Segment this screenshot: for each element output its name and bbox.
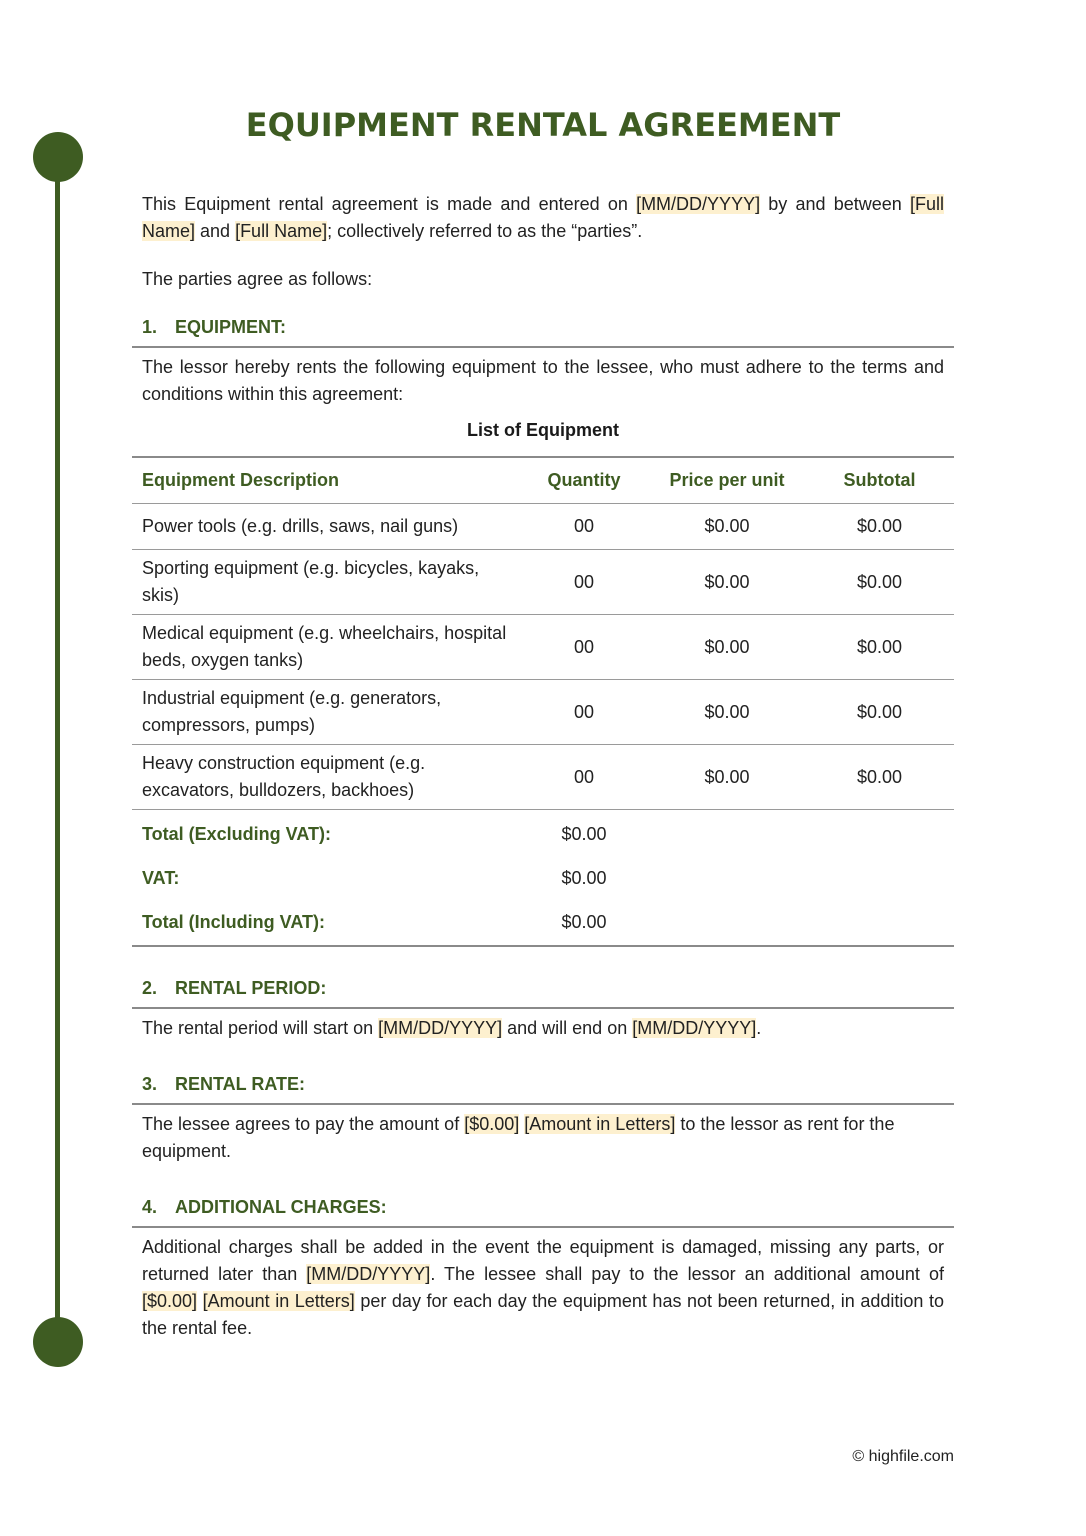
section-number: 2. bbox=[142, 978, 158, 998]
rental-period-text-2: and will end on bbox=[502, 1018, 633, 1038]
section-number: 3. bbox=[142, 1074, 158, 1094]
party-2-name-field: [Full Name] bbox=[235, 221, 328, 241]
rental-rate-text-3: to the lessor as rent for the equipment. bbox=[142, 1114, 895, 1161]
total-excl-label: Total (Excluding VAT): bbox=[142, 824, 331, 844]
header-price-per-unit: Price per unit bbox=[669, 470, 785, 490]
row-price: $0.00 bbox=[704, 766, 750, 787]
row-subtotal: $0.00 bbox=[856, 571, 903, 592]
total-excluding-vat-row bbox=[132, 812, 954, 856]
equipment-list-title: List of Equipment bbox=[467, 420, 619, 440]
row-price: $0.00 bbox=[704, 701, 750, 722]
vat-label: VAT: bbox=[142, 868, 180, 888]
header-quantity: Quantity bbox=[547, 470, 621, 490]
total-incl-value: $0.00 bbox=[561, 912, 607, 932]
intro-text-2: by and between bbox=[760, 194, 910, 214]
row-subtotal: $0.00 bbox=[856, 636, 903, 657]
row-price: $0.00 bbox=[704, 571, 750, 592]
row-description: Power tools (e.g. drills, saws, nail guns) bbox=[142, 516, 459, 536]
row-subtotal: $0.00 bbox=[856, 701, 903, 722]
row-price: $0.00 bbox=[704, 636, 750, 657]
table-row bbox=[132, 615, 954, 680]
rental-period-text-1: The rental period will start on bbox=[142, 1018, 379, 1038]
section-label: RENTAL RATE: bbox=[175, 1074, 305, 1094]
additional-text-1: Additional charges shall be added in the event the equipment is damaged, missing any parts, or returned later than bbox=[142, 1237, 944, 1284]
agreement-date-field: [MM/DD/YYYY] bbox=[636, 194, 761, 214]
section-equipment-heading bbox=[132, 314, 954, 348]
rent-amount-field: [$0.00] bbox=[464, 1114, 520, 1134]
rail-bottom-circle bbox=[33, 1317, 83, 1367]
additional-text-2: . The lessee shall pay to the lessor an additional amount of bbox=[430, 1264, 944, 1284]
table-row bbox=[132, 550, 954, 615]
total-including-vat-row bbox=[132, 900, 954, 944]
document-title: EQUIPMENT RENTAL AGREEMENT bbox=[245, 106, 841, 144]
rail-top-circle bbox=[33, 132, 83, 182]
start-date-field: [MM/DD/YYYY] bbox=[378, 1018, 503, 1038]
equipment-paragraph: The lessor hereby rents the following equipment to the lessee, who must adhere to the terms and conditions within this agreement: bbox=[142, 357, 944, 404]
row-quantity: 00 bbox=[573, 636, 595, 657]
row-price: $0.00 bbox=[704, 516, 750, 536]
party-1-name-field: [Full Name] bbox=[142, 194, 944, 241]
agree-paragraph: The parties agree as follows: bbox=[142, 269, 373, 289]
section-label: EQUIPMENT: bbox=[175, 317, 287, 337]
vat-row bbox=[132, 856, 954, 900]
row-description: Sporting equipment (e.g. bicycles, kayaks, skis) bbox=[142, 558, 480, 605]
row-subtotal: $0.00 bbox=[856, 766, 903, 787]
section-number: 1. bbox=[142, 317, 158, 337]
table-totals bbox=[132, 810, 954, 947]
table-row bbox=[132, 745, 954, 810]
intro-text-3: and bbox=[195, 221, 236, 241]
additional-amount-letters-field: [Amount in Letters] bbox=[202, 1291, 355, 1311]
table-row bbox=[132, 680, 954, 745]
vat-value: $0.00 bbox=[561, 868, 607, 888]
section-additional-charges-heading bbox=[132, 1194, 954, 1228]
row-quantity: 00 bbox=[573, 516, 595, 536]
total-incl-label: Total (Including VAT): bbox=[142, 912, 325, 932]
section-number: 4. bbox=[142, 1197, 158, 1217]
total-excl-value: $0.00 bbox=[561, 824, 607, 844]
additional-text-3 bbox=[197, 1291, 203, 1311]
row-subtotal: $0.00 bbox=[856, 516, 903, 536]
decorative-rail bbox=[55, 157, 60, 1342]
section-rental-rate-heading bbox=[132, 1071, 954, 1105]
table-row bbox=[132, 504, 954, 550]
row-description: Medical equipment (e.g. wheelchairs, hospital beds, oxygen tanks) bbox=[142, 623, 507, 670]
row-description: Heavy construction equipment (e.g. excavators, bulldozers, backhoes) bbox=[142, 753, 426, 800]
intro-text-4: ; collectively referred to as the “parties”. bbox=[327, 221, 643, 241]
intro-paragraph bbox=[142, 191, 944, 245]
additional-charges-paragraph bbox=[142, 1234, 944, 1342]
additional-text-4: per day for each day the equipment has not been returned, in addition to the rental fee. bbox=[142, 1291, 944, 1338]
end-date-field: [MM/DD/YYYY] bbox=[632, 1018, 757, 1038]
rental-period-paragraph bbox=[142, 1015, 944, 1042]
footer-credit: © highfile.com bbox=[852, 1448, 954, 1465]
rental-rate-paragraph bbox=[142, 1111, 944, 1165]
section-label: RENTAL PERIOD: bbox=[175, 978, 327, 998]
equipment-table bbox=[132, 456, 954, 947]
row-quantity: 00 bbox=[573, 701, 595, 722]
late-date-field: [MM/DD/YYYY] bbox=[306, 1264, 431, 1284]
row-description: Industrial equipment (e.g. generators, compressors, pumps) bbox=[142, 688, 442, 735]
row-quantity: 00 bbox=[573, 571, 595, 592]
section-rental-period-heading bbox=[132, 975, 954, 1009]
additional-amount-field: [$0.00] bbox=[142, 1291, 198, 1311]
header-subtotal: Subtotal bbox=[843, 470, 916, 490]
rental-rate-text-1: The lessee agrees to pay the amount of bbox=[142, 1114, 465, 1134]
rent-amount-letters-field: [Amount in Letters] bbox=[524, 1114, 676, 1134]
table-header-row bbox=[132, 458, 954, 504]
row-quantity: 00 bbox=[573, 766, 595, 787]
intro-text-1: This Equipment rental agreement is made and entered on bbox=[142, 194, 637, 214]
rental-period-text-3: . bbox=[756, 1018, 762, 1038]
section-label: ADDITIONAL CHARGES: bbox=[175, 1197, 387, 1217]
header-description: Equipment Description bbox=[142, 470, 340, 490]
